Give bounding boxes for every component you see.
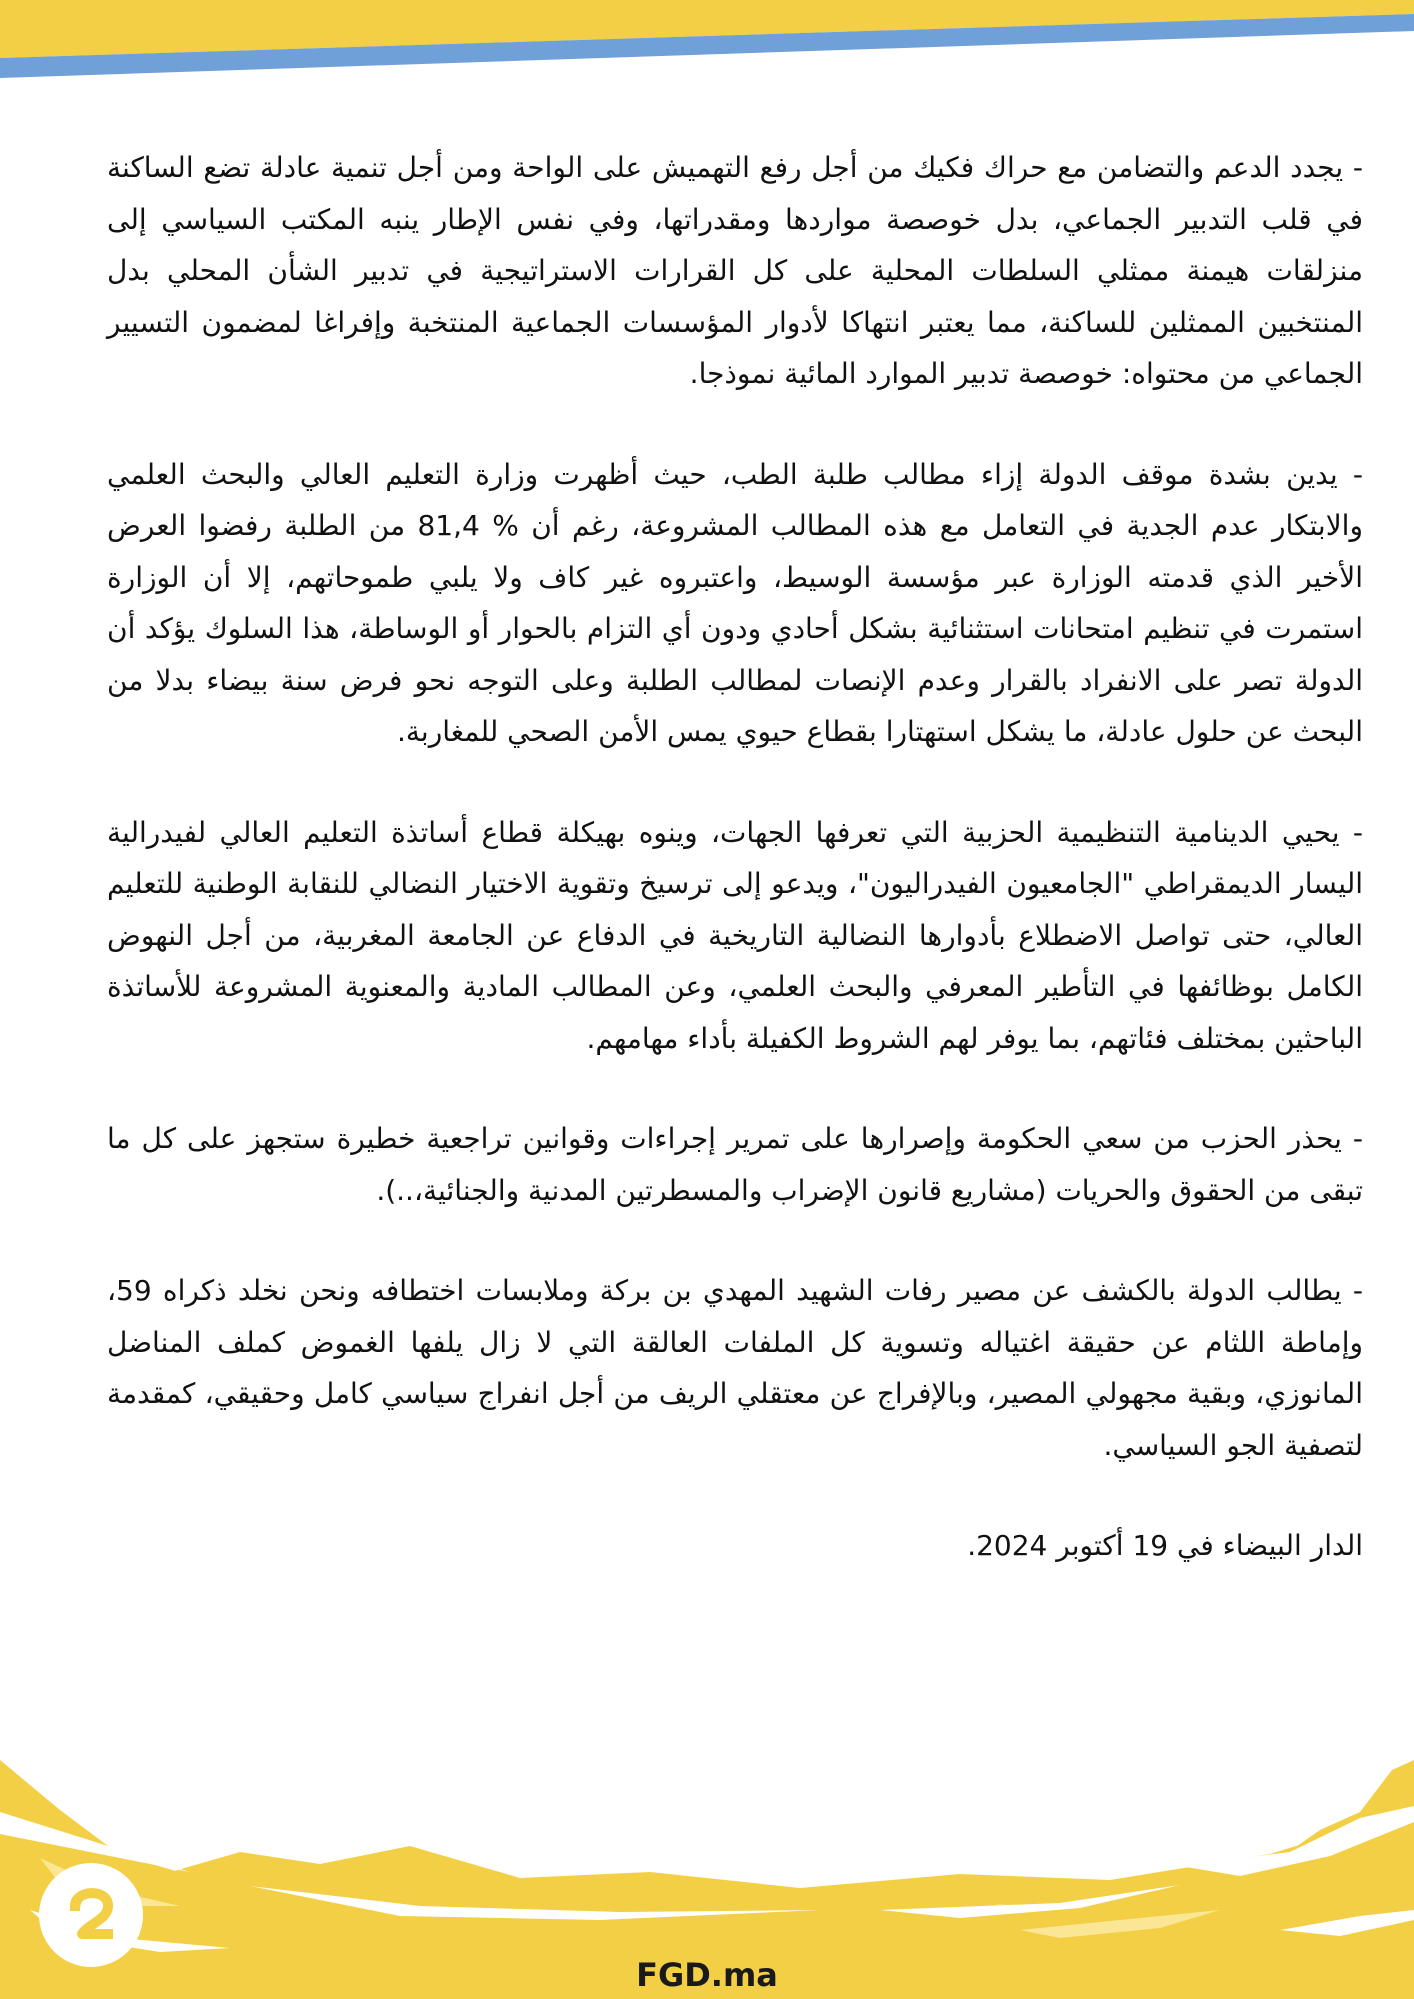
top-decorative-band	[0, 0, 1414, 90]
website-url: FGD.ma	[636, 1956, 778, 1994]
document-body	[107, 142, 1363, 1572]
paragraph-medical-students: - يدين بشدة موقف الدولة إزاء مطالب طلبة الطب، حيث أظهرت وزارة التعليم العالي والبحث العلمي والابتكار عدم الجدية في التعامل مع هذه المطالب المشروعة، رغم أن % 81,4 من الطلبة رفضوا العرض الأخير الذي قدمته الوزارة عبر مؤسسة الوسيط، واعتبروه غير كاف ولا يلبي طموحاتهم، إلا أن الوزارة استمرت في تنظيم امتحانات استثنائية بشكل أحادي ودون أي التزام بالحوار أو الوساطة، هذا السلوك يؤكد أن الدولة تصر على الانفراد بالقرار وعدم الإنصات لمطالب الطلبة وعلى التوجه نحو فرض سنة بيضاء بدلا من البحث عن حلول عادلة، ما يشكل استهتارا بقطاع حيوي يمس الأمن الصحي للمغاربة.	[107, 457, 1363, 748]
fgd-logo-icon	[38, 1862, 144, 1968]
date-line: الدار البيضاء في 19 أكتوبر 2024.	[967, 1529, 1363, 1562]
paragraph-faguig-solidarity: - يجدد الدعم والتضامن مع حراك فكيك من أجل رفع التهميش على الواحة ومن أجل تنمية عادلة تضع الساكنة في قلب التدبير الجماعي، بدل خوصصة مواردها ومقدراتها، وفي نفس الإطار ينبه المكتب السياسي إلى منزلقات هيمنة ممثلي السلطات المحلية على كل القرارات الاستراتيجية في تدبير الشأن المحلي بدل المنتخبين الممثلين للساكنة، مما يعتبر انتهاكا لأدوار المؤسسات الجماعية المنتخبة وإفراغا لمضمون التسيير الجماعي من محتواه: خوصصة تدبير الموارد المائية نموذجا.	[107, 151, 1363, 390]
paragraph-higher-education: - يحيي الدينامية التنظيمية الحزبية التي تعرفها الجهات، وينوه بهيكلة قطاع أساتذة التعليم العالي لفيدرالية اليسار الديمقراطي "الجامعيون الفيدراليون"، ويدعو إلى ترسيخ وتقوية الاختيار النضالي للنقابة الوطنية للتعليم العالي، حتى تواصل الاضطلاع بأدوارها النضالية التاريخية في الدفاع عن الجامعة المغربية، من أجل النهوض الكامل بوظائفها في التأطير المعرفي والبحث العلمي، وعن المطالب المادية والمعنوية المشروعة للأساتذة الباحثين بمختلف فئاتهم، بما يوفر لهم الشروط الكفيلة بأداء مهامهم.	[107, 815, 1363, 1055]
paragraph-government-warning: - يحذر الحزب من سعي الحكومة وإصرارها على تمرير إجراءات وقوانين تراجعية خطيرة ستجهز على كل ما تبقى من الحقوق والحريات (مشاريع قانون الإضراب والمسطرتين المدنية والجنائية،..).	[107, 1122, 1363, 1207]
paragraph-ben-barka: - يطالب الدولة بالكشف عن مصير رفات الشهيد المهدي بن بركة وملابسات اختطافه ونحن نخلد ذكراه 59، وإماطة اللثام عن حقيقة اغتياله وتسوية كل الملفات العالقة التي لا زال يلفها الغموض كملف المناضل المانوزي، وبقية مجهولي المصير، وبالإفراج عن معتقلي الريف من أجل انفراج سياسي كامل وحقيقي، كمقدمة لتصفية الجو السياسي.	[107, 1274, 1363, 1462]
